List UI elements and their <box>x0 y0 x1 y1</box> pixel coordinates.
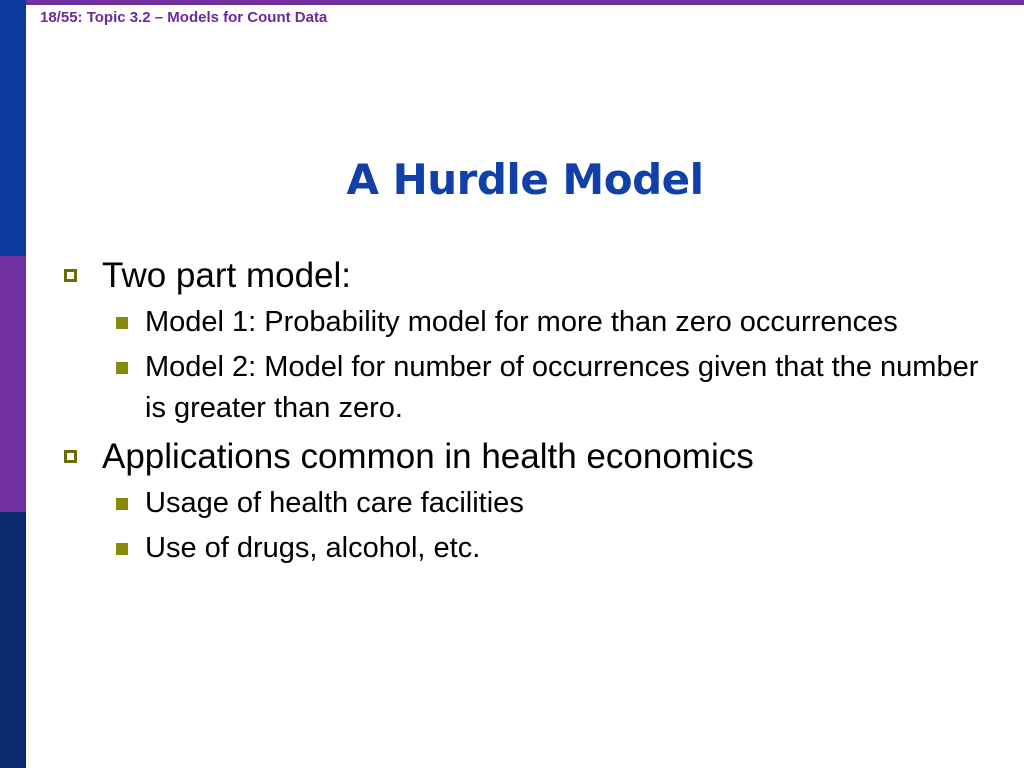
sidebar-top-band <box>0 0 26 256</box>
sidebar-middle-band <box>0 256 26 512</box>
sub-bullet-item <box>62 483 982 524</box>
filled-square-bullet-icon <box>116 543 128 555</box>
filled-square-bullet-icon <box>116 498 128 510</box>
bullet-list <box>62 248 982 569</box>
header-rule <box>26 0 1024 5</box>
sub-bullet-text: Model 2: Model for number of occurrences given that the number is greater than zero. <box>145 351 979 424</box>
sub-bullet-item <box>62 347 982 429</box>
sub-bullet-item <box>62 528 982 569</box>
sidebar-bottom-band <box>0 512 26 768</box>
hollow-square-bullet-icon <box>64 269 77 282</box>
sub-bullet-text: Model 1: Probability model for more than zero occurrences <box>145 306 898 338</box>
sub-bullet-item <box>62 302 982 343</box>
slide-header: 18/55: Topic 3.2 – Models for Count Data <box>40 9 328 26</box>
filled-square-bullet-icon <box>116 362 128 374</box>
filled-square-bullet-icon <box>116 317 128 329</box>
sub-bullet-text: Usage of health care facilities <box>145 487 524 519</box>
hollow-square-bullet-icon <box>64 450 77 463</box>
bullet-item <box>62 254 982 298</box>
bullet-item <box>62 435 982 479</box>
bullet-text: Two part model: <box>102 256 351 295</box>
bullet-text: Applications common in health economics <box>102 437 754 476</box>
slide-title: A Hurdle Model <box>346 155 704 204</box>
sub-bullet-text: Use of drugs, alcohol, etc. <box>145 532 481 564</box>
